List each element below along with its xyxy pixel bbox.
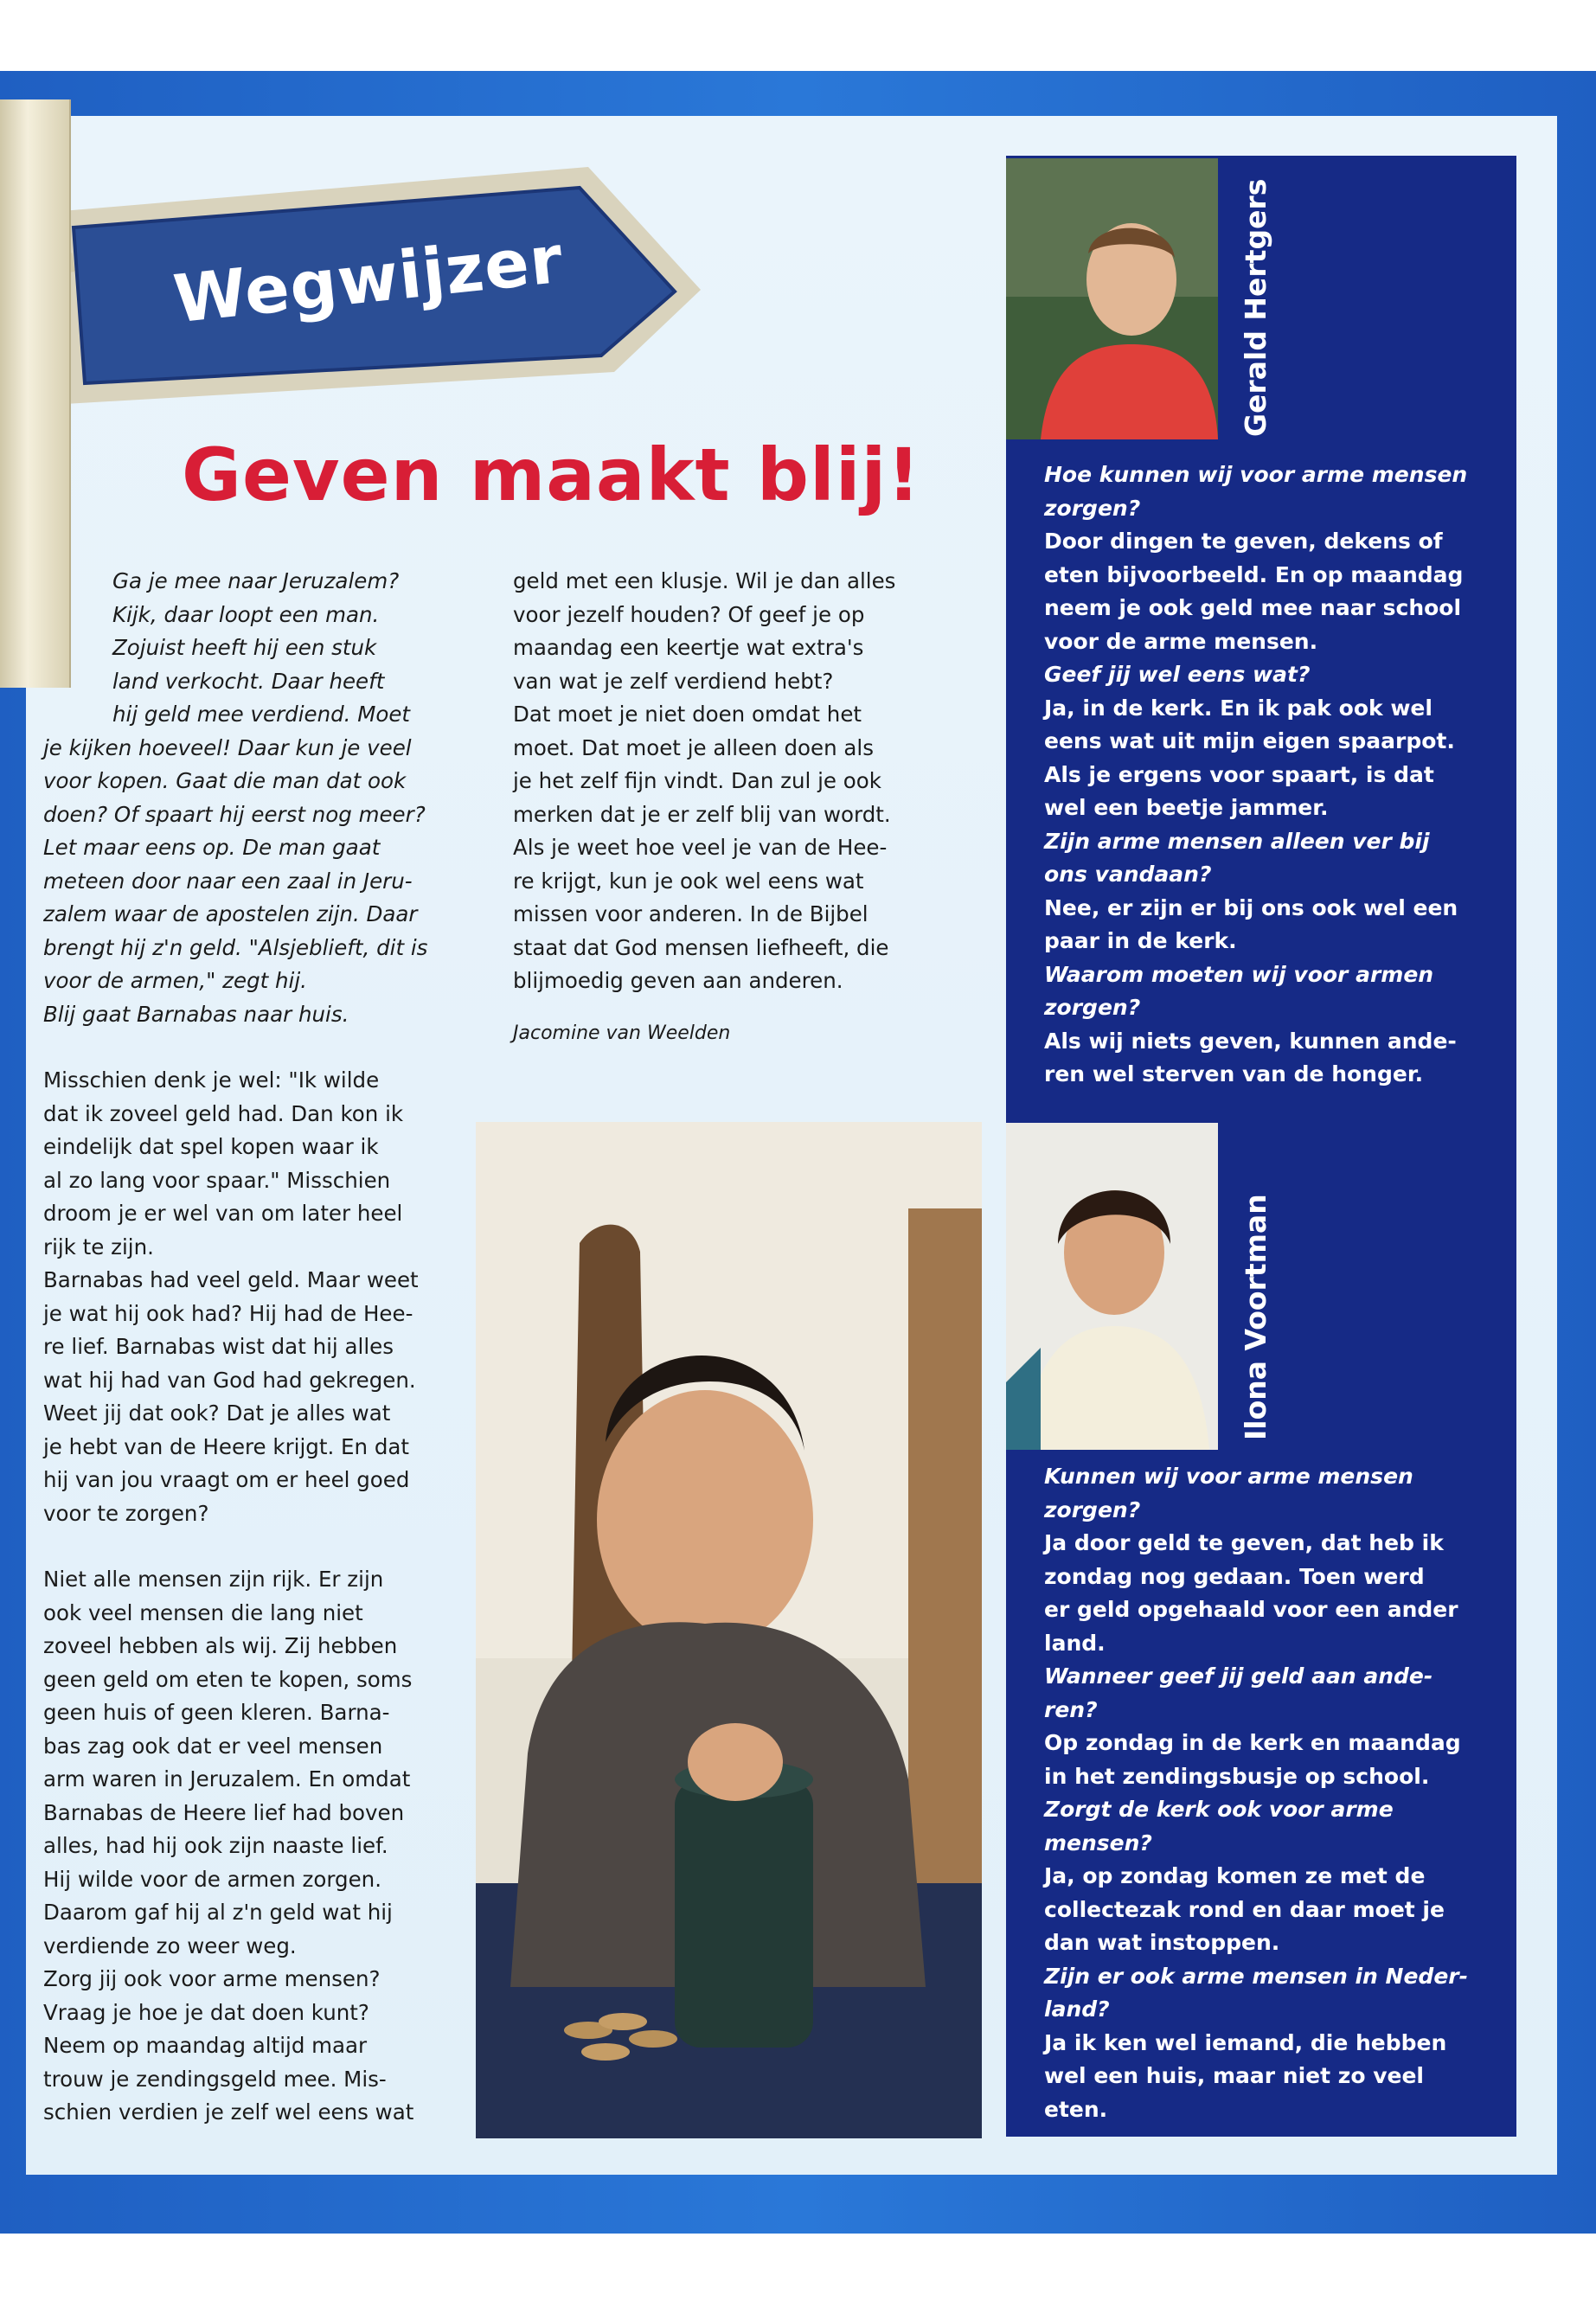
interview-answer: Op zondag in de kerk en maandag in het zendingsbusje op school. (1044, 1730, 1461, 1789)
interview-answer: Door dingen te geven, dekens of eten bijvoorbeeld. En op maandag neem je ook geld mee naar school voor de arme mensen. (1044, 529, 1464, 654)
signpost-pole (0, 99, 71, 688)
interview-answer: Nee, er zijn er bij ons ook wel een paar in de kerk. (1044, 894, 1458, 953)
article-column-2 (513, 565, 945, 1050)
body-paragraph: Niet alle mensen zijn rijk. Er zijn ook veel mensen die lang niet zoveel hebben als wij. Zij hebben geen geld om eten te kopen, soms geen huis of geen kleren. Barna- bas zag ook dat er veel mensen arm waren in Jeruzalem. En omdat Barnabas de Heere lief had boven alles, had hij ook zijn naaste lief. Hij wilde voor de armen zorgen. Daarom gaf hij al z'n geld wat hij verdiende zo weer weg. Zorg jij ook voor arme mensen? Vraag je hoe je dat doen kunt? Neem op maandag altijd maar trouw je zendingsgeld mee. Mis- schien verdien je zelf wel eens wat (43, 1567, 414, 2125)
intro-paragraph-end: je kijken hoeveel! Daar kun je veel voor kopen. Gaat die man dat ook doen? Of spaart hij eerst nog meer? Let maar eens op. De man gaat meteen door naar een zaal in Jeru- zalem waar de apostelen zijn. Daar brengt hij z'n geld. "Alsjeblieft, dit is voor de armen," zegt hij. Blij gaat Barnabas naar huis. (43, 734, 428, 1027)
interview-answer: Als wij niets geven, kunnen ande- ren wel sterven van de honger. (1044, 1028, 1457, 1086)
article-column-1 (43, 565, 476, 2130)
interview-answer: Ja, op zondag komen ze met de collectezak rond en daar moet je dan wat instoppen. (1044, 1863, 1445, 1955)
interview-answer: Ja door geld te geven, dat heb ik zondag nog gedaan. Toen werd er geld opgehaald voor een ander land. (1044, 1530, 1458, 1656)
interviewee-name: Gerald Hertgers (1239, 178, 1272, 437)
article-author: Jacomine van Weelden (513, 1022, 731, 1044)
interview-qa-1 (1044, 458, 1477, 1092)
ilona-voortman-photo (1006, 1123, 1218, 1450)
interview-question: Kunnen wij voor arme mensen zorgen? (1044, 1464, 1413, 1522)
interviewee-name: Ilona Voortman (1239, 1194, 1272, 1440)
body-paragraph: Misschien denk je wel: "Ik wilde dat ik zoveel geld had. Dan kon ik eindelijk dat spel kopen waar ik al zo lang voor spaar." Misschien droom je er wel van om later heel rijk te zijn. Barnabas had veel geld. Maar weet je wat hij ook had? Hij had de Hee- re lief. Barnabas wist dat hij alles wat hij had van God had gekregen. Weet jij dat ook? Dat je alles wat je hebt van de Heere krijgt. En dat hij van jou vraagt om er heel goed voor te zorgen? (43, 1067, 419, 1526)
gerald-hertgers-photo (1006, 158, 1218, 439)
interview-question: Waarom moeten wij voor armen zorgen? (1044, 961, 1434, 1020)
interview-qa-2 (1044, 1460, 1477, 2126)
interview-question: Wanneer geef jij geld aan ande- ren? (1044, 1663, 1433, 1722)
boy-with-moneybox-photo (476, 1122, 982, 2138)
interview-answer: Ja, in de kerk. En ik pak ook wel eens wat uit mijn eigen spaarpot. Als je ergens voor spaart, is dat wel een beetje jammer. (1044, 695, 1455, 820)
article-title: Geven maakt blij! (182, 433, 921, 517)
intro-paragraph-start: Ga je mee naar Jeruzalem? Kijk, daar loopt een man. Zojuist heeft hij een stuk land verkocht. Daar heeft hij geld mee verdiend. Moet (112, 568, 411, 727)
interview-question: Zijn arme mensen alleen ver bij ons vandaan? (1044, 828, 1430, 887)
body-paragraph: geld met een klusje. Wil je dan alles voor jezelf houden? Of geef je op maandag een keertje wat extra's van wat je zelf verdiend hebt? Dat moet je niet doen omdat het moet. Dat moet je alleen doen als je het zelf fijn vindt. Dan zul je ook merken dat je er zelf blij van wordt. Als je weet hoe veel je van de Hee- re krijgt, kun je ook wel eens wat missen voor anderen. In de Bijbel staat dat God mensen liefheeft, die blijmoedig geven aan anderen. (513, 568, 896, 993)
section-label: Wegwijzer (170, 220, 567, 338)
interview-question: Zijn er ook arme mensen in Neder- land? (1044, 1963, 1468, 2022)
interview-answer: Ja ik ken wel iemand, die hebben wel een huis, maar niet zo veel eten. (1044, 2029, 1447, 2122)
interview-question: Hoe kunnen wij voor arme mensen zorgen? (1044, 462, 1468, 521)
interview-question: Geef jij wel eens wat? (1044, 662, 1311, 687)
interview-question: Zorgt de kerk ook voor arme mensen? (1044, 1797, 1394, 1856)
